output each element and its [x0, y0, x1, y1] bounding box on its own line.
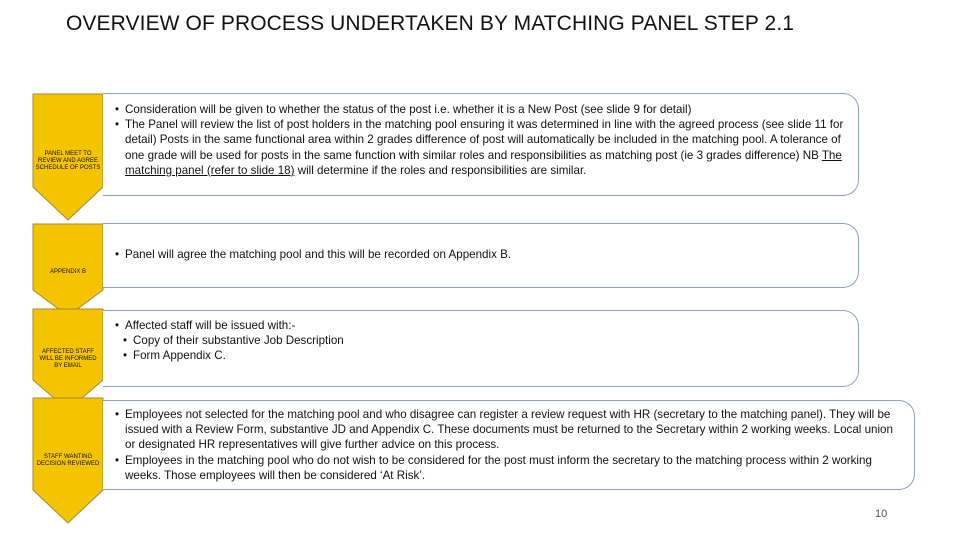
- step-4-box: [103, 400, 915, 490]
- step-2-bullet-1: • Panel will agree the matching pool and this will be recorded on Appendix B.: [115, 247, 848, 262]
- step-1-bullet-1: • Consideration will be given to whether the status of the post i.e. whether it is a New Post (see slide 9 for detail): [115, 102, 848, 117]
- step-2-box: [103, 223, 859, 288]
- step-3-label: AFFECTED STAFF WILL BE INFORMED BY EMAIL: [39, 349, 97, 369]
- matching-panel-slide-link: The matching panel (refer to slide 18): [125, 148, 842, 177]
- step-3-bullet-1: • Affected staff will be issued with:-: [115, 318, 848, 333]
- page-title: OVERVIEW OF PROCESS UNDERTAKEN BY MATCHING PANEL STEP 2.1: [66, 12, 795, 35]
- page-number: 10: [875, 508, 888, 520]
- step-4-bullet-1: • Employees not selected for the matching pool and who disagree can register a review request with HR (secretary to the matching panel). They will be issued with a Review Form, substantive JD and Appendix C. These documents must be returned to the Secretary within 2 working weeks. Local union or designated HR representatives will give further advice on this process.: [115, 407, 904, 453]
- step-3-sub-bullet-2: • Form Appendix C.: [115, 348, 848, 363]
- step-3-sub-bullet-1: • Copy of their substantive Job Description: [115, 333, 848, 348]
- step-4-label: STAFF WANTING DECISION REVIEWED: [36, 454, 100, 467]
- step-2-label: APPENDIX B: [49, 269, 86, 275]
- step-1-bullet-2: [115, 117, 848, 178]
- step-1-bullet-2-text: The Panel will review the list of post holders in the matching pool ensuring it was determined in line with the agreed process (see slide 11 for detail) Posts in the same functional area within 2 grades difference of post will automatically be included in the matching pool. A tolerance of one grade will be used for posts in the same function with similar roles and responsibilities as matching post (ie 3 grades difference) NB: [125, 118, 844, 162]
- step-4-bullet-2: • Employees in the matching pool who do not wish to be considered for the post must inform the secretary to the matching process within 2 working weeks. Those employees will then be considered ‘At Risk’.: [115, 453, 904, 483]
- step-1-label: PANEL MEET TO REVIEW AND AGREE SCHEDULE OF POSTS: [35, 151, 101, 171]
- step-1-box: [103, 93, 859, 196]
- step-3-box: [103, 310, 859, 387]
- step-1-bullet-2-tail: will determine if the roles and responsibilities are similar.: [294, 163, 587, 177]
